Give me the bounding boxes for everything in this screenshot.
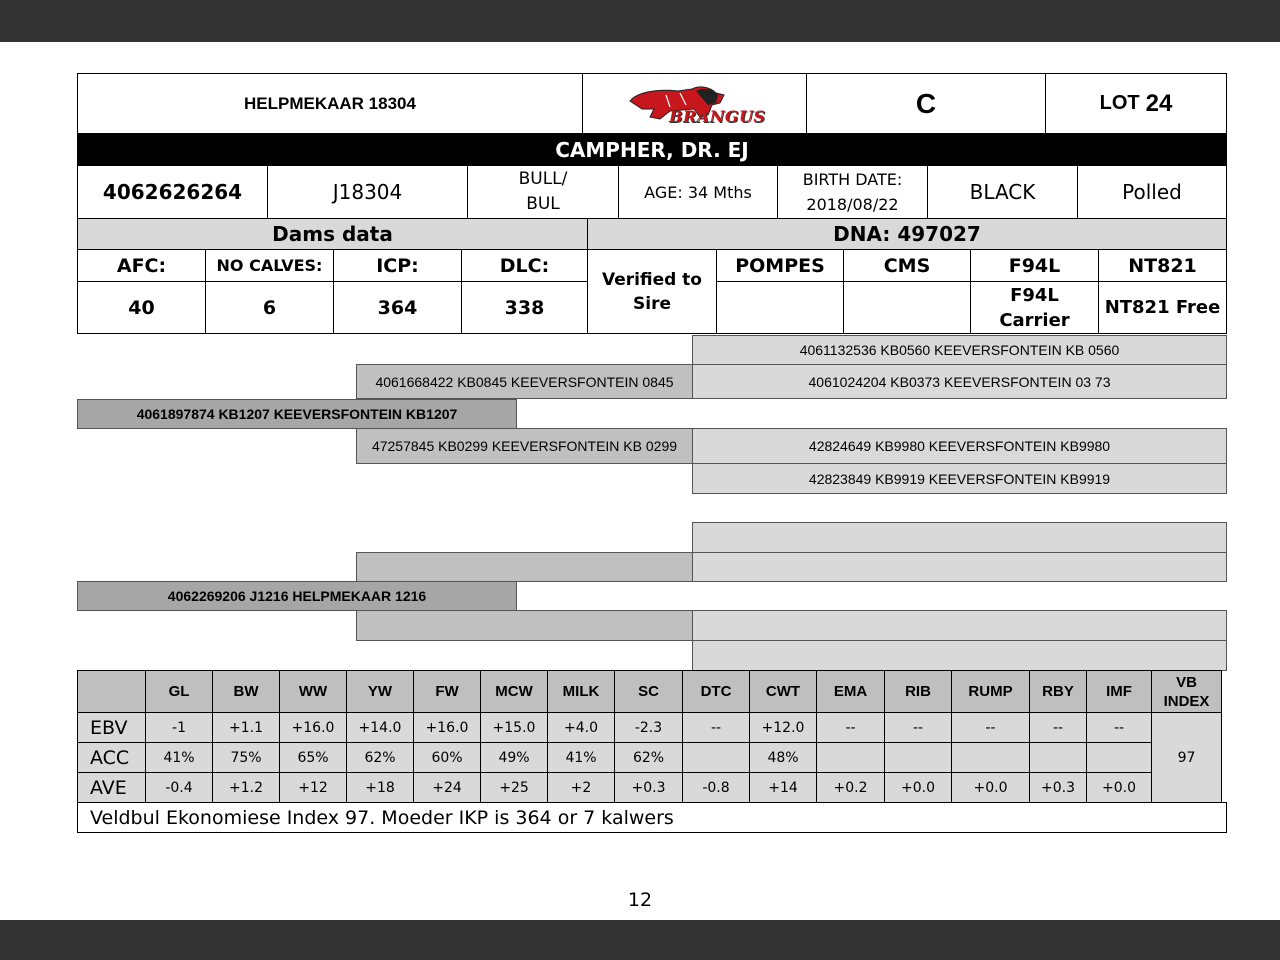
acc-cell — [1030, 743, 1087, 773]
ebv-cell: +15.0 — [481, 713, 548, 743]
vb-index-header: VB INDEX — [1152, 671, 1222, 713]
acc-cell: 60% — [414, 743, 481, 773]
animal-id-cell — [77, 165, 268, 219]
page-number: 12 — [627, 889, 653, 911]
pedigree-dam-sire-sire — [692, 522, 1227, 553]
ebv-header-cell: DTC — [683, 671, 750, 713]
ebv-header-cell: YW — [347, 671, 414, 713]
ave-cell: +18 — [347, 773, 414, 803]
ebv-header-cell: RUMP — [952, 671, 1030, 713]
ave-cell: +0.3 — [615, 773, 683, 803]
note-text: Veldbul Ekonomiese Index 97. Moeder IKP is 364 or 7 kalwers — [90, 806, 674, 829]
dams-value-dlc: 338 — [461, 281, 588, 334]
dams-title-cell — [77, 218, 588, 250]
ebv-cell: -1 — [146, 713, 213, 743]
dna-header-f94l: F94L — [970, 249, 1099, 282]
ave-cell: +0.0 — [952, 773, 1030, 803]
animal-horns: Polled — [1122, 180, 1182, 204]
dna-header-nt821: NT821 — [1098, 249, 1227, 282]
dna-header-cms: CMS — [843, 249, 971, 282]
owner-name: CAMPHER, DR. EJ — [555, 138, 749, 162]
dams-value-icp: 364 — [333, 281, 462, 334]
dams-header-afc: AFC: — [77, 249, 206, 282]
ebv-header-cell: MCW — [481, 671, 548, 713]
dna-value-pompes — [716, 281, 844, 334]
pedigree-sire-dam-dam: 42823849 KB9919 KEEVERSFONTEIN KB9919 — [692, 463, 1227, 494]
pedigree-dam-dam-dam — [692, 640, 1227, 671]
brangus-logo-text: BRANGUS — [669, 107, 766, 126]
ebv-cell: -- — [1030, 713, 1087, 743]
ave-cell: +2 — [548, 773, 615, 803]
row-label: EBV — [78, 713, 146, 743]
dna-header-pompes: POMPES — [716, 249, 844, 282]
animal-color: BLACK — [969, 180, 1036, 204]
horns-cell — [1077, 165, 1227, 219]
ebv-cell: -- — [683, 713, 750, 743]
ebv-header-cell: MILK — [548, 671, 615, 713]
age: AGE: 34 Mths — [644, 182, 752, 202]
dna-title-cell — [587, 218, 1227, 250]
ebv-table — [77, 670, 1222, 803]
ebv-header-row — [78, 671, 1222, 713]
pedigree-dam-sire — [356, 552, 693, 582]
farm-name: HELPMEKAAR 18304 — [244, 93, 416, 113]
row-label: AVE — [78, 773, 146, 803]
ave-cell: +24 — [414, 773, 481, 803]
dna-value-f94l: F94L Carrier — [970, 281, 1099, 334]
grade: C — [915, 87, 937, 119]
lot-number: 24 — [1145, 89, 1173, 117]
ebv-header-cell: FW — [414, 671, 481, 713]
birth-date-cell — [777, 165, 928, 219]
ave-cell: +0.2 — [817, 773, 885, 803]
color-cell — [927, 165, 1078, 219]
ebv-header-cell: CWT — [750, 671, 817, 713]
acc-cell: 41% — [548, 743, 615, 773]
animal-tag: J18304 — [332, 180, 403, 204]
animal-tag-cell — [267, 165, 468, 219]
ebv-header-cell: IMF — [1087, 671, 1152, 713]
lot-label: LOT — [1099, 92, 1140, 114]
acc-cell: 41% — [146, 743, 213, 773]
acc-cell — [817, 743, 885, 773]
dna-title: DNA: 497027 — [833, 222, 981, 246]
ebv-cell: -- — [817, 713, 885, 743]
acc-cell — [885, 743, 952, 773]
dams-header-calves: NO CALVES: — [205, 249, 334, 282]
pedigree-sire-dam-sire: 42824649 KB9980 KEEVERSFONTEIN KB9980 — [692, 428, 1227, 464]
ave-cell: +0.0 — [885, 773, 952, 803]
sex-cell — [467, 165, 619, 219]
dams-title: Dams data — [272, 222, 393, 246]
viewer-bottom-bar — [0, 920, 1280, 960]
vb-index-value: 97 — [1152, 713, 1222, 803]
pedigree-sire-sire-sire: 4061132536 KB0560 KEEVERSFONTEIN KB 0560 — [692, 335, 1227, 365]
lot-cell — [1045, 73, 1227, 134]
viewer-top-bar — [0, 0, 1280, 42]
ebv-header-cell: SC — [615, 671, 683, 713]
acc-cell: 49% — [481, 743, 548, 773]
pedigree-sire: 4061897874 KB1207 KEEVERSFONTEIN KB1207 — [77, 399, 517, 429]
dams-header-dlc: DLC: — [461, 249, 588, 282]
brangus-logo-cell — [582, 73, 807, 134]
grade-cell — [806, 73, 1046, 134]
ebv-row — [78, 713, 1222, 743]
ave-row — [78, 773, 1222, 803]
ebv-cell: +4.0 — [548, 713, 615, 743]
sex-line2: BUL — [526, 194, 560, 214]
acc-cell — [683, 743, 750, 773]
dams-value-calves: 6 — [205, 281, 334, 334]
dams-value-afc: 40 — [77, 281, 206, 334]
ave-cell: +1.2 — [213, 773, 280, 803]
ebv-cell: -- — [885, 713, 952, 743]
ebv-header-cell: BW — [213, 671, 280, 713]
row-label: ACC — [78, 743, 146, 773]
acc-cell: 75% — [213, 743, 280, 773]
pedigree-sire-dam: 47257845 KB0299 KEEVERSFONTEIN KB 0299 — [356, 428, 693, 464]
ebv-cell: -- — [952, 713, 1030, 743]
age-cell — [618, 165, 778, 219]
ave-cell: +0.0 — [1087, 773, 1152, 803]
ebv-cell: +16.0 — [280, 713, 347, 743]
dna-value-cms — [843, 281, 971, 334]
ebv-cell: +12.0 — [750, 713, 817, 743]
birth-date: 2018/08/22 — [806, 195, 899, 214]
ave-cell: -0.4 — [146, 773, 213, 803]
pedigree-dam-sire-dam — [692, 552, 1227, 582]
ave-cell: +0.3 — [1030, 773, 1087, 803]
ave-cell: -0.8 — [683, 773, 750, 803]
pedigree-sire-sire: 4061668422 KB0845 KEEVERSFONTEIN 0845 — [356, 364, 693, 399]
ebv-header-cell: RBY — [1030, 671, 1087, 713]
sex-line1: BULL/ — [518, 169, 568, 189]
pedigree-sire-sire-dam: 4061024204 KB0373 KEEVERSFONTEIN 03 73 — [692, 364, 1227, 399]
pedigree-dam-dam — [356, 610, 693, 641]
ebv-header-cell: GL — [146, 671, 213, 713]
ave-cell: +14 — [750, 773, 817, 803]
ave-cell: +25 — [481, 773, 548, 803]
ebv-cell: -2.3 — [615, 713, 683, 743]
acc-cell: 62% — [615, 743, 683, 773]
acc-row — [78, 743, 1222, 773]
pedigree-dam: 4062269206 J1216 HELPMEKAAR 1216 — [77, 581, 517, 611]
ave-cell: +12 — [280, 773, 347, 803]
animal-id: 4062626264 — [102, 180, 243, 204]
birth-date-label: BIRTH DATE: — [802, 170, 903, 189]
note-cell — [77, 802, 1227, 833]
pedigree-dam-dam-sire — [692, 610, 1227, 641]
acc-cell — [1087, 743, 1152, 773]
verified-to-sire-cell: Verified to Sire — [587, 249, 717, 334]
owner-bar — [77, 134, 1227, 166]
farm-name-cell — [77, 73, 583, 134]
dams-header-icp: ICP: — [333, 249, 462, 282]
ebv-cell: +14.0 — [347, 713, 414, 743]
acc-cell: 62% — [347, 743, 414, 773]
ebv-header-cell: RIB — [885, 671, 952, 713]
acc-cell: 65% — [280, 743, 347, 773]
ebv-header-cell: WW — [280, 671, 347, 713]
dna-value-nt821: NT821 Free — [1098, 281, 1227, 334]
ebv-header-cell: EMA — [817, 671, 885, 713]
ebv-cell: +1.1 — [213, 713, 280, 743]
ebv-cell: -- — [1087, 713, 1152, 743]
acc-cell: 48% — [750, 743, 817, 773]
ebv-cell: +16.0 — [414, 713, 481, 743]
acc-cell — [952, 743, 1030, 773]
ebv-header-blank — [78, 671, 146, 713]
